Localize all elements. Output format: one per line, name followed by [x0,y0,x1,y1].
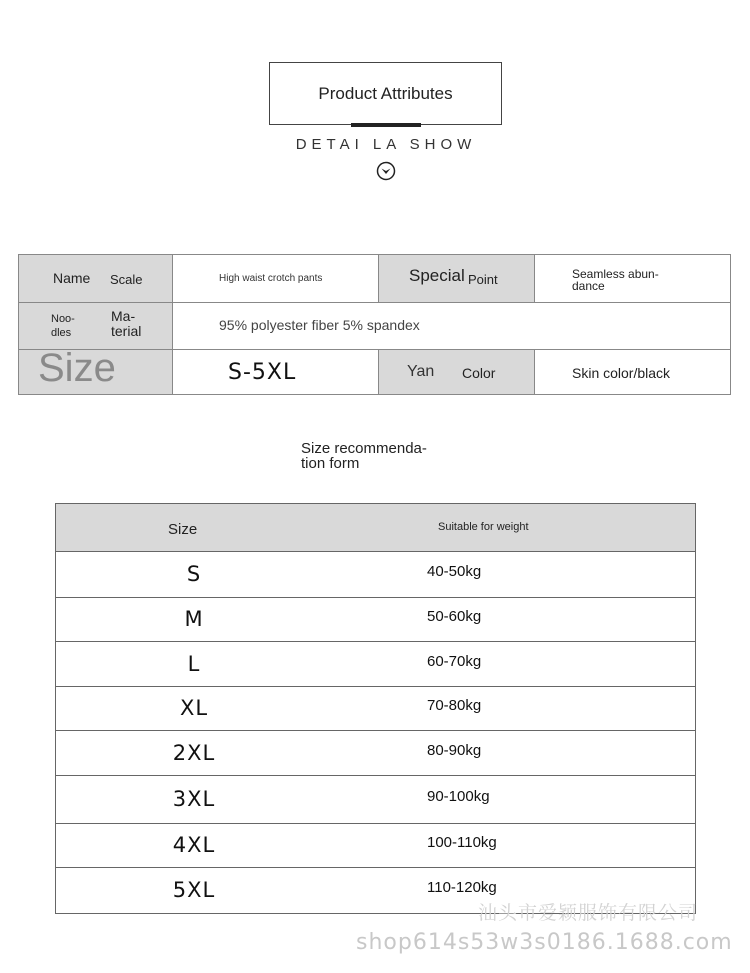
attr-material-label-a2: dles [51,327,72,339]
attr-color-label-cell [379,350,535,394]
weight-cell: 90-100kg [427,788,490,805]
attr-name-value-cell [173,255,379,303]
attr-size-label-cell [19,346,173,394]
chevron-down-circle-icon [376,161,396,181]
weight-cell: 80-90kg [427,741,482,759]
size-cell: 2XL [172,740,216,765]
watermark-company: 汕头市爱颖服饰有限公司 [478,902,699,924]
size-recommendation-line1: Size recommenda- [301,440,427,457]
table-row [56,552,695,598]
watermark-url: shop614s53w3s0186.1688.com [356,930,733,955]
attr-name-label-sub: Scale [110,272,143,287]
size-cell: 5XL [172,877,216,902]
page-title: Product Attributes [318,83,453,103]
attr-color-value: Skin color/black [572,365,671,381]
attr-special-label-sub: Point [468,272,498,287]
size-cell: M [184,607,204,631]
weight-cell: 100-110kg [427,834,497,851]
attr-material-label-b1: Ma- [111,308,136,324]
attr-material-value-cell [173,303,730,350]
size-cell: 4XL [172,833,216,857]
attr-size-value: S-5XL [228,360,297,385]
attributes-table [18,254,731,395]
attr-material-value: 95% polyester fiber 5% spandex [219,317,420,333]
size-table-header [56,504,695,552]
size-recommendation-heading [301,441,427,471]
attr-material-label-a1: Noo- [51,313,75,325]
table-row [56,776,695,824]
table-row [56,642,695,687]
size-cell: L [187,651,201,676]
title-underline [351,123,421,127]
weight-cell: 40-50kg [427,563,482,580]
attr-special-value-line2: dance [572,279,605,293]
attr-name-label: Name [53,270,91,286]
attr-special-label-cell [379,255,535,303]
attr-color-label: Yan [407,363,435,380]
weight-cell: 50-60kg [427,608,482,625]
page-subtitle: DETAI LA SHOW [295,136,477,153]
size-cell: 3XL [172,787,216,811]
attr-special-value-cell [535,255,730,303]
size-cell: XL [179,696,209,720]
weight-cell: 60-70kg [427,652,482,670]
weight-column-header: Suitable for weight [438,521,529,533]
weight-cell: 70-80kg [427,697,482,714]
attr-special-label: Special [409,266,465,285]
size-column-header: Size [168,521,198,538]
attr-special-value-line1: Seamless abun- [572,267,659,281]
page-title-box [269,62,502,125]
table-row [56,687,695,731]
attr-name-label-cell [19,255,173,303]
size-table [55,503,696,914]
attr-name-value: High waist crotch pants [219,273,323,284]
attr-size-value-cell [173,350,379,394]
attr-color-label-sub: Color [462,365,496,381]
attr-size-label: Size [38,346,116,390]
attr-color-value-cell [535,350,730,394]
attr-material-label-cell [19,303,173,350]
attr-material-label-b2: terial [111,323,142,339]
table-row [56,731,695,776]
weight-cell: 110-120kg [427,878,497,896]
table-row [56,824,695,868]
size-cell: S [186,562,202,586]
size-recommendation-line2: tion form [301,455,360,472]
table-row [56,598,695,642]
